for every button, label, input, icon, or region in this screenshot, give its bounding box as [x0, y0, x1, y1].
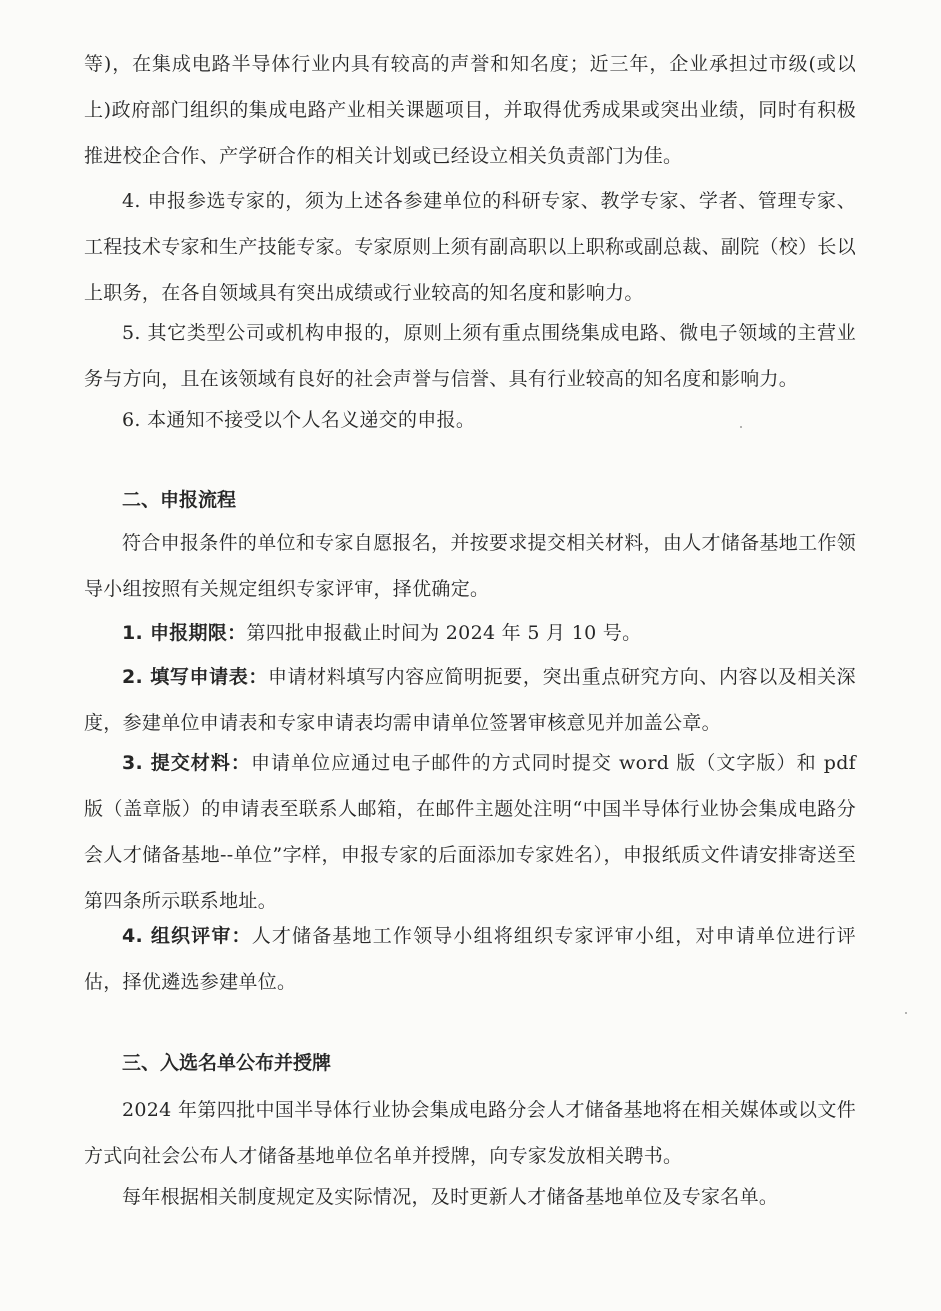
paragraph-section-3-update: 每年根据相关制度规定及实际情况，及时更新人才储备基地单位及专家名单。 [122, 1186, 779, 1208]
section-2-heading: 二、申报流程 [122, 489, 237, 511]
list-item-submit-materials [84, 740, 856, 924]
list-item-review [84, 913, 856, 1005]
section-3-heading: 三、入选名单公布并授牌 [122, 1052, 332, 1074]
paragraph-section-3-announcement: 2024 年第四批中国半导体行业协会集成电路分会人才储备基地将在相关媒体或以文件方式向社会公布人才储备基地单位名单并授牌，向专家发放相关聘书。 [84, 1099, 856, 1167]
document-body [84, 0, 856, 1311]
paragraph-section-2-intro: 符合申报条件的单位和专家自愿报名，并按要求提交相关材料，由人才储备基地工作领导小组按照有关规定组织专家评审，择优确定。 [84, 532, 856, 600]
paragraph-item-6: 6. 本通知不接受以个人名义递交的申报。 [122, 409, 476, 431]
paragraph-continued: 等)，在集成电路半导体行业内具有较高的声誉和知名度；近三年，企业承担过市级(或以上)政府部门组织的集成电路产业相关课题项目，并取得优秀成果或突出业绩，同时有积极推进校企合作、产学研合作的相关计划或已经设立相关负责部门为佳。 [84, 53, 856, 167]
list-item-submit-materials-text: 申请单位应通过电子邮件的方式同时提交 word 版（文字版）和 pdf 版（盖章版）的申请表至联系人邮箱，在邮件主题处注明“中国半导体行业协会集成电路分会人才储备基地--单位”字样，申报专家的后面添加专家姓名），申报纸质文件请安排寄送至第四条所示联系地址。 [84, 752, 856, 912]
list-item-application-form [84, 654, 856, 746]
list-item-deadline-label: 1. 申报期限： [122, 622, 247, 644]
list-item-application-form-label: 2. 填写申请表： [122, 666, 268, 688]
list-item-application-form-text: 申请材料填写内容应简明扼要，突出重点研究方向、内容以及相关深度，参建单位申请表和专家申请表均需申请单位签署审核意见并加盖公章。 [84, 666, 856, 734]
paragraph-item-5: 5. 其它类型公司或机构申报的，原则上须有重点围绕集成电路、微电子领域的主营业务与方向，且在该领域有良好的社会声誉与信誉、具有行业较高的知名度和影响力。 [84, 322, 856, 390]
list-item-deadline [84, 610, 856, 656]
list-item-submit-materials-label: 3. 提交材料： [122, 752, 251, 774]
scan-speck [740, 426, 742, 428]
list-item-review-label: 4. 组织评审： [122, 925, 252, 947]
scan-speck [905, 1012, 907, 1014]
list-item-deadline-text: 第四批申报截止时间为 2024 年 5 月 10 号。 [246, 622, 642, 644]
list-item-review-text: 人才储备基地工作领导小组将组织专家评审小组，对申请单位进行评估，择优遴选参建单位。 [84, 925, 856, 993]
paragraph-item-4: 4. 申报参选专家的，须为上述各参建单位的科研专家、教学专家、学者、管理专家、工程技术专家和生产技能专家。专家原则上须有副高职以上职称或副总裁、副院（校）长以上职务，在各自领域具有突出成绩或行业较高的知名度和影响力。 [84, 190, 857, 304]
